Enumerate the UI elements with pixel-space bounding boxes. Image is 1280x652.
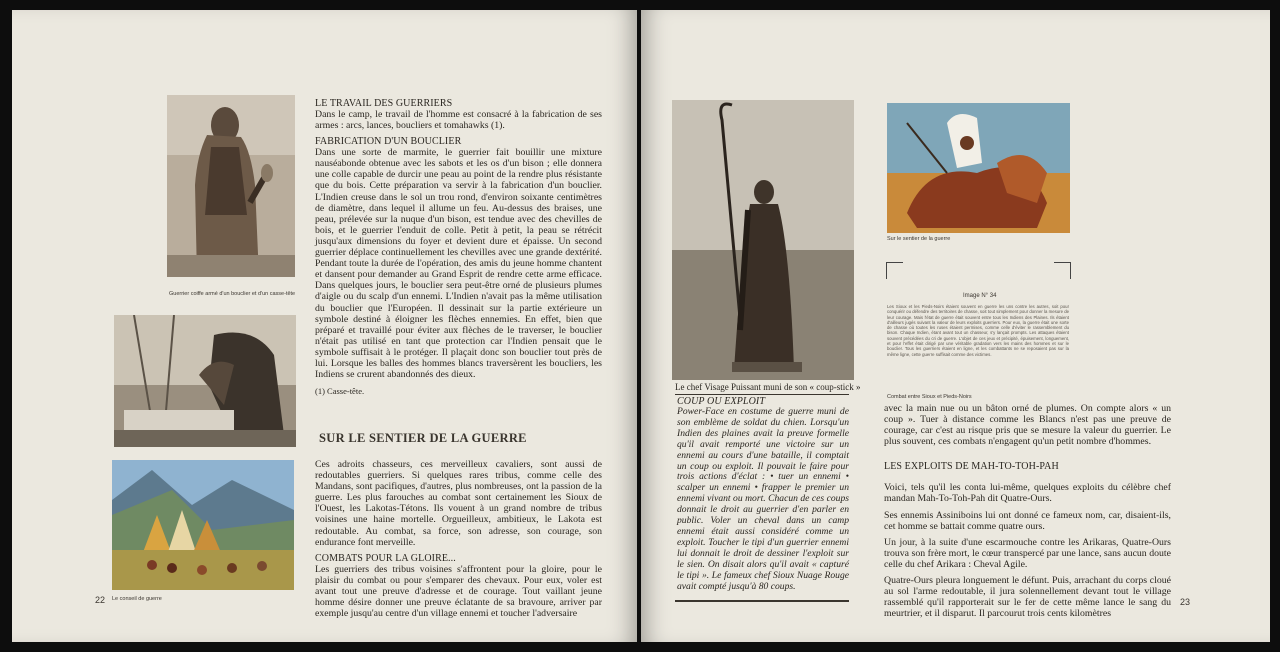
warrior-portrait-photo [167,95,295,277]
chief-coup-stick-photo [672,100,854,380]
frame-corner-tr [1054,262,1071,279]
rule-bottom-coup [675,600,849,602]
image-caption-text: Les Sioux et les Pieds-Noirs étaient souvent en guerre les uns contre les autres, soit pour conquérir ou défendre des territoires de chasse, soit tout simplement pour donner la mesure de leur courage. Mais l'état de guerre était souvent entre tous les Indiens des Plaines. Ils étaient d'ailleurs jugés suivant la valeur de leurs exploits guerriers. Pour eux, la guerre était une sorte de chasse où toutes les ruses étaient permises, comme celle d'éviter le rassemblement du bison. Chaque Indien, étant avant tout un chasseur, s'y lançait prompts. Les attaques étaient souvent précédées du cri de guerre. L'objet de ces jeux et précipité, épuisement, longuement, et pour l'effet était dirigé par une véritable gradation vers les mains des hommes et sur le bouclier. Tous les guerriers étaient en ligne, et les combattants ne se reposaient pas sur la même ligne, cette guerre suffisait comme des victimes. [887,304,1069,357]
paragraph-shield-making: Dans une sorte de marmite, le guerrier fait bouillir une mixture nauséabonde obtenue avec les sabots et les os d'un bison ; elle donnera une colle capable de durcir une peau au point de la rendre plus résistante que du bois. Cette préparation va servir à la fabrication d'un bouclier. L'Indien creuse dans le sol un trou rond, d'environ soixante centimètres de diamètre, dans lequel il allume un feu. Au-dessus des braises, une peau, prélevée sur la nuque d'un bison, est tendue avec des chevilles de bois, et le guerrier l'enduit de colle. Petit à petit, la peau se rétrécit jusqu'aux dimensions du foyer et devient dure et épaisse. Un second guerrier déplace continuellement les chevilles avec une grande dextérité. Pendant toute la durée de l'opération, des amis du jeune homme chantent et dansent pour demander au Grand Esprit de rendre cette arme efficace. Dans quelques jours, le bouclier sera peut-être orné de plusieurs plumes d'aigle ou du scalp d'un ennemi. L'Indien n'avait pas la même utilisation du bouclier que l'Européen. Il dessinait sur la partie extérieure un symbole destiné à éloigner les flèches ennemies. En effet, bien que préparé et travaillé pour éviter aux flèches de le traverser, le bouclier n'était pas utilisé en tant que protection car l'Indien pensait que le symbole suffisait à le protéger. Il plaçait donc son bouclier tout près de lui. Lorsque les balles des hommes blancs traversèrent les boucliers, les Indiens se crurent abandonnés des dieux. [315,147,602,381]
footnote: (1) Casse-tête. [315,386,365,397]
image-label: Image N° 34 [963,293,997,299]
heading-war-path: SUR LE SENTIER DE LA GUERRE [319,431,527,445]
section-coup [677,396,849,597]
page-number-right: 23 [1180,597,1191,607]
warrior-photo-caption: Guerrier coiffe armé d'un bouclier et d'un casse-tête [169,291,296,297]
shield-making-photo [114,315,296,447]
paragraph-glory-fights: Les guerriers des tribus voisines s'affrontent pour la gloire, pour le plaisir du combat ou pour s'emparer des chevaux. Pour eux, voler est avant tout une preuve d'adresse et de courage. Tout vaillant jeune homme désire donner une preuve éclatante de sa bravoure, arriver par exemple jusqu'au centre d'un village ennemi et toucher l'adversaire [315,563,602,620]
chief-photo-caption: Le chef Visage Puissant muni de son « coup-stick » [675,382,861,392]
rule-top-coup [675,394,849,395]
painting-caption: Sur le sentier de la guerre [887,236,951,242]
heading-coup: COUP OU EXPLOIT [677,396,765,407]
paragraph-exploits-1: Voici, tels qu'il les conta lui-même, quelques exploits du célèbre chef mandan Mah-To-Toh-Pah dit Quatre-Ours. [884,482,1171,505]
section-war-path [315,459,602,624]
section-column2 [884,403,1171,624]
council-painting [112,460,294,590]
paragraph-coup: Power-Face en costume de guerre muni de son emblème de soldat du chien. Lorsqu'un Indien des plaines avait la preuve formelle qu'il avait remporté une victoire sur un ennemi au cours d'une bataille, il comptait un coup ou exploit. Il pouvait le faire pour trois actions d'éclat : • tuer un ennemi • scalper un ennemi • frapper le premier un ennemi vivant ou mort. Chacun de ces coups donnait le droit au guerrier d'en parler en public. Voler un cheval dans un camp ennemi était aussi considéré comme un exploit. Toucher le tipi d'un guerrier ennemi lui donnait le droit de dessiner l'exploit sur le sien. On disait alors qu'il avait « capturé le tipi ». Le fameux chef Sioux Nuage Rouge avait compté jusqu'à 80 coups. [677,406,849,592]
page-number-left: 22 [95,595,106,605]
paragraph-war-path: Ces adroits chasseurs, ces merveilleux cavaliers, sont aussi de redoutables guerriers. Si quelques rares tribus, comme celle des Mandans, sont pacifiques, d'autres, plus nombreuses, ont la passion de la guerre. Les plus farouches au combat sont certainement les Sioux de l'Ouest, les Lakotas-Tétons. Ils vouent à un grand nombre de tribus voisines une haine mortelle. Orgueilleux, ambitieux, le Lakota est redoutable. Au combat, sa force, son adresse, son courage, son endurance font merveille. [315,459,602,548]
paragraph-col2-top: avec la main nue ou un bâton orné de plumes. On compte alors « un coup ». Tuer à distance comme les Blancs n'est pas une preuve de courage, car c'est au risque pris que se mesure la valeur du guerrier. Le plus souvent, ces combats n'engagent qu'un petit nombre d'hommes. [884,403,1171,448]
right-page [641,10,1270,642]
left-page [12,10,637,642]
paragraph-exploits-2: Ses ennemis Assiniboins lui ont donné ce fameux nom, car, disaient-ils, cet homme se battait comme quatre ours. [884,509,1171,532]
frame-corner-tl [886,262,903,279]
heading-exploits: LES EXPLOITS DE MAH-TO-TOH-PAH [884,461,1059,473]
paragraph-exploits-4: Quatre-Ours pleura longuement le défunt. Puis, arrachant du corps cloué au sol l'arme redoutable, il jura solennellement devant tout le village rassemblé qu'il rapporterait sur le fer de cette même lance le sang du meurtrier, et il disparut. Il parcourut trois cents kilomètres [884,575,1171,620]
paragraph-exploits-3: Un jour, à la suite d'une escarmouche contre les Arikaras, Quatre-Ours trouva son frère mort, le cœur transpercé par une lance, sans aucun doute celle du chef Arikara : Cheval Agile. [884,536,1171,570]
heading-glory-fights: COMBATS POUR LA GLOIRE... [315,552,456,564]
war-path-painting [887,103,1070,233]
council-caption: Le conseil de guerre [112,596,162,602]
heading-shield-making: FABRICATION D'UN BOUCLIER [315,136,462,148]
heading-warriors-work: LE TRAVAIL DES GUERRIERS [315,98,453,109]
image-caption-bottom: Combat entre Sioux et Pieds-Noirs [887,394,972,400]
paragraph-warriors-work: Dans le camp, le travail de l'homme est consacré à la fabrication de ses armes : arcs, lances, boucliers et tomahawks (1). [315,109,602,132]
section-warriors-work [315,98,602,402]
